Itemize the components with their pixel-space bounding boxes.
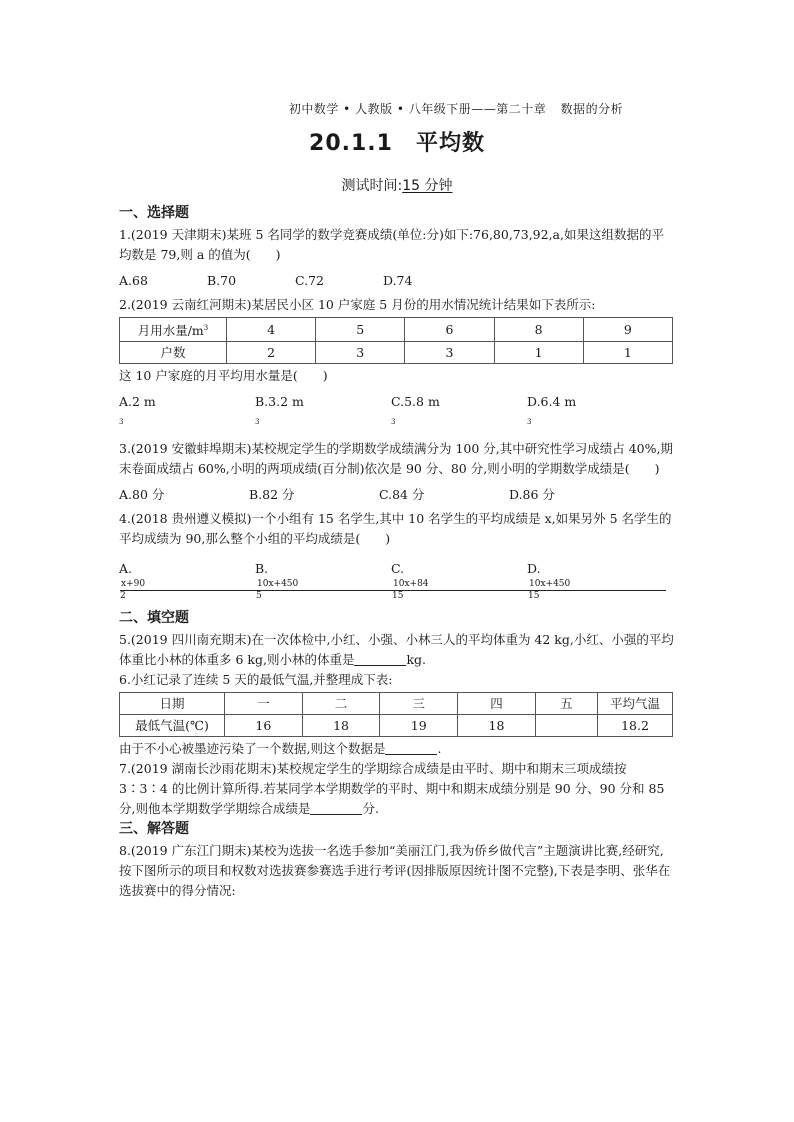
section-solve: 三、解答题 [119,821,189,838]
table-cell: 1 [583,342,672,364]
table-cell: 18 [302,715,380,737]
answer-blank[interactable] [385,740,437,755]
option: C.84 分 [379,487,425,503]
question-2-options [119,392,675,435]
option: B.82 分 [249,487,295,503]
table-cell: 4 [227,318,316,342]
table-cell: 3 [316,342,405,364]
question-4-options [119,559,675,602]
section-choice: 一、选择题 [119,205,189,221]
option: $A.\frac{x+90}{2}$ [119,559,255,602]
answer-blank[interactable] [310,800,362,815]
option: A.68 [119,273,148,288]
table-cell: 月用水量$/m^3$ [120,318,227,342]
page-title: 20.1.1 平均数 [309,131,485,156]
answer-blank[interactable] [354,651,406,666]
table-cell: 19 [380,715,458,737]
table-cell: 8 [494,318,583,342]
table-cell [535,715,597,737]
section-fill-blank: 二、填空题 [119,610,189,627]
question-3-options [119,485,675,505]
option: A.80 分 [119,487,165,503]
question-content [119,203,675,901]
question-5: 5.(2019 四川南充期末)在一次体检中,小红、小强、小林三人的平均体重为 42 kg,小红、小强的平均体重比小林的体重多 6 kg,则小林的体重是 kg. [119,632,674,668]
temperature-table [119,692,673,737]
header-breadcrumb: 初中数学 • 人教版 • 八年级下册——第二十章 [288,102,547,116]
option: $D.\frac{10x+450}{15}$ [527,559,663,602]
option: B.70 [207,273,237,288]
question-6-prompt: 由于不小心被墨迹污染了一个数据,则这个数据是 . [119,741,442,757]
option: D.6.4 $m^3$ [527,394,577,427]
table-cell: 6 [405,318,494,342]
option: A.2 $m^3$ [119,394,156,427]
table-row [120,342,673,364]
question-1-options [119,271,675,291]
question-6: 6.小红记录了连续 5 天的最低气温,并整理成下表: [119,672,393,688]
table-cell: 平均气温 [598,693,673,715]
table-row [120,693,673,715]
question-2: 2.(2019 云南红河期末)某居民小区 10 户家庭 5 月份的用水情况统计结果如下表所示: [119,297,596,312]
option: C.5.8 $m^3$ [391,394,440,427]
table-row [120,715,673,737]
test-time-label: 测试时间: [341,178,403,194]
option: $C.\frac{10x+84}{15}$ [391,559,527,602]
table-cell: 最低气温(℃) [120,715,225,737]
question-8: 8.(2019 广东江门期末)某校为选拔一名选手参加“美丽江门,我为侨乡做代言”主题演讲比赛,经研究,按下图所示的项目和权数对选拔赛参赛选手进行考评(因排版原因统计图不完整),下表是李明、张华在选拔赛中的得分情况: [119,843,671,899]
question-7: 7.(2019 湖南长沙雨花期末)某校规定学生的学期综合成绩是由平时、期中和期末三项成绩按 3∶3∶4 的比例计算所得.若某同学本学期数学的平时、期中和期末成绩分别是 90 分、90 分和 85 分,则他本学期数学学期综合成绩是 分. [119,761,665,817]
option: D.74 [383,273,413,288]
test-time [0,175,794,195]
table-cell: 9 [583,318,672,342]
table-cell: 16 [225,715,303,737]
table-cell: 二 [302,693,380,715]
table-cell: 四 [458,693,536,715]
page-header [0,100,794,117]
table-cell: 户数 [120,342,227,364]
option: $B.\frac{10x+450}{5}$ [255,559,391,602]
table-cell: 三 [380,693,458,715]
option: C.72 [295,273,324,288]
question-1: 1.(2019 天津期末)某班 5 名同学的数学竞赛成绩(单位:分)如下:76,80,73,92,a,如果这组数据的平均数是 79,则 a 的值为( ) [119,227,664,262]
table-cell: 5 [316,318,405,342]
table-cell: 一 [225,693,303,715]
question-3: 3.(2019 安徽蚌埠期末)某校规定学生的学期数学成绩满分为 100 分,其中研究性学习成绩占 40%,期末卷面成绩占 60%,小明的两项成绩(百分制)依次是 90 分、80 分,则小明的学期数学成绩是( ) [119,441,673,477]
table-cell: 18.2 [598,715,673,737]
option: B.3.2 $m^3$ [255,394,304,427]
table-cell: 1 [494,342,583,364]
table-cell: 2 [227,342,316,364]
table-row [120,318,673,342]
header-chapter: 数据的分析 [560,102,624,116]
test-time-value: 15 分钟 [402,178,453,194]
table-cell: 3 [405,342,494,364]
question-4: 4.(2018 贵州遵义模拟)一个小组有 15 名学生,其中 10 名学生的平均成绩是 x,如果另外 5 名学生的平均成绩为 90,那么整个小组的平均成绩是( ) [119,511,672,547]
question-2-prompt: 这 10 户家庭的月平均用水量是( ) [119,368,328,384]
option: D.86 分 [509,487,555,503]
table-cell: 五 [535,693,597,715]
water-usage-table [119,317,673,364]
table-cell: 18 [458,715,536,737]
table-cell: 日期 [120,693,225,715]
